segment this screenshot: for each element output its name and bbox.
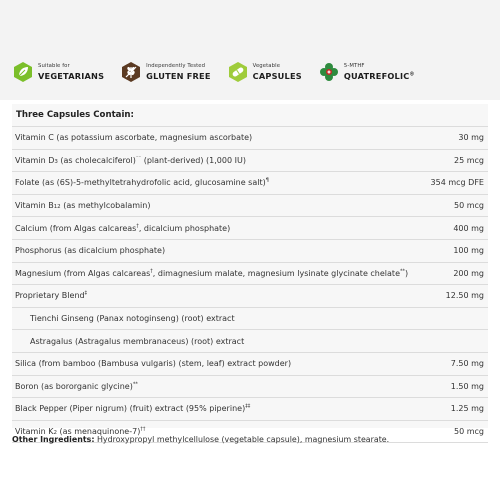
- ingredient-amount: 25 mcg: [408, 149, 488, 172]
- other-ingredients-text: Hydroxypropyl methylcellulose (vegetable capsule), magnesium stearate.: [94, 435, 390, 444]
- badge-row: [12, 58, 431, 86]
- ingredient-name: Calcium (from Algas calcareas†, dicalcium phosphate): [12, 217, 408, 240]
- badge-capsules-caption: Vegetable: [252, 63, 281, 70]
- ingredient-amount: [408, 330, 488, 353]
- table-row: [12, 194, 488, 217]
- table-row: [12, 398, 488, 421]
- table-row: [12, 285, 488, 308]
- facts-header: Three Capsules Contain:: [16, 110, 134, 120]
- badge-gluten-title: GLUTEN FREE: [146, 70, 211, 81]
- ingredient-name: Vitamin K2 (as menaquinone-7)††: [12, 420, 408, 443]
- ingredient-name: Proprietary Blend‡: [12, 285, 408, 308]
- badge-vegetarians-title: VEGETARIANS: [38, 70, 105, 81]
- ingredient-name: Astragalus (Astragalus membranaceus) (root) extract: [12, 330, 408, 353]
- table-row: [12, 239, 488, 262]
- badge-vegetarians-caption: Suitable for: [38, 63, 70, 70]
- table-row: [12, 352, 488, 375]
- wheat-icon: [120, 61, 142, 83]
- badge-capsules-title: CAPSULES: [252, 70, 302, 81]
- ingredient-name: Magnesium (from Algas calcareas†, dimagnesium malate, magnesium lysinate glycinate chelate**): [12, 262, 408, 285]
- table-row: [12, 307, 488, 330]
- ingredient-amount: 1.50 mg: [408, 375, 488, 398]
- ingredient-name: Phosphorus (as dicalcium phosphate): [12, 239, 408, 262]
- ingredient-amount: 30 mg: [408, 127, 488, 150]
- ingredient-amount: 50 mcg: [408, 420, 488, 443]
- quatrefolic-logo-icon: [318, 61, 340, 83]
- ingredient-name: Black Pepper (Piper nigrum) (fruit) extract (95% piperine)‡‡: [12, 398, 408, 421]
- table-row: [12, 262, 488, 285]
- table-row: [12, 330, 488, 353]
- table-row: [12, 149, 488, 172]
- ingredient-name: Tienchi Ginseng (Panax notoginseng) (root) extract: [12, 307, 408, 330]
- capsule-icon: [227, 61, 249, 83]
- ingredient-name: Folate (as (6S)-5-methyltetrahydrofolic acid, glucosamine salt)¶: [12, 172, 408, 195]
- table-row: [12, 172, 488, 195]
- ingredient-amount: 1.25 mg: [408, 398, 488, 421]
- badge-vegetable-capsules: [227, 61, 302, 83]
- ingredient-amount: 7.50 mg: [408, 352, 488, 375]
- ingredient-amount: 400 mg: [408, 217, 488, 240]
- supplement-facts-table: [12, 126, 488, 443]
- badge-vegetarians: [12, 61, 104, 83]
- ingredient-amount: [408, 307, 488, 330]
- ingredient-name: Silica (from bamboo (Bambusa vulgaris) (stem, leaf) extract powder): [12, 352, 408, 375]
- table-row: [12, 127, 488, 150]
- ingredient-amount: 100 mg: [408, 239, 488, 262]
- ingredient-amount: 354 mcg DFE: [408, 172, 488, 195]
- badge-gluten-free: [120, 61, 210, 83]
- leaf-icon: [12, 61, 34, 83]
- badge-quatrefolic-title: QUATREFOLIC®: [343, 70, 415, 81]
- badge-quatrefolic-caption: 5-MTHF: [343, 63, 365, 70]
- ingredient-amount: 50 mcg: [408, 194, 488, 217]
- other-ingredients-label: Other Ingredients:: [12, 435, 95, 444]
- ingredient-amount: 12.50 mg: [408, 285, 488, 308]
- ingredient-name: Vitamin D3 (as cholecalciferol)⁻⁻ (plant-derived) (1,000 IU): [12, 149, 408, 172]
- badge-quatrefolic: [318, 61, 415, 83]
- table-row: [12, 375, 488, 398]
- table-row: [12, 217, 488, 240]
- ingredient-name: Vitamin C (as potassium ascorbate, magnesium ascorbate): [12, 127, 408, 150]
- ingredient-name: Vitamin B12 (as methylcobalamin): [12, 194, 408, 217]
- ingredient-name: Boron (as bororganic glycine)**: [12, 375, 408, 398]
- badge-gluten-caption: Independently Tested: [146, 63, 206, 70]
- ingredient-amount: 200 mg: [408, 262, 488, 285]
- other-ingredients: [12, 435, 492, 444]
